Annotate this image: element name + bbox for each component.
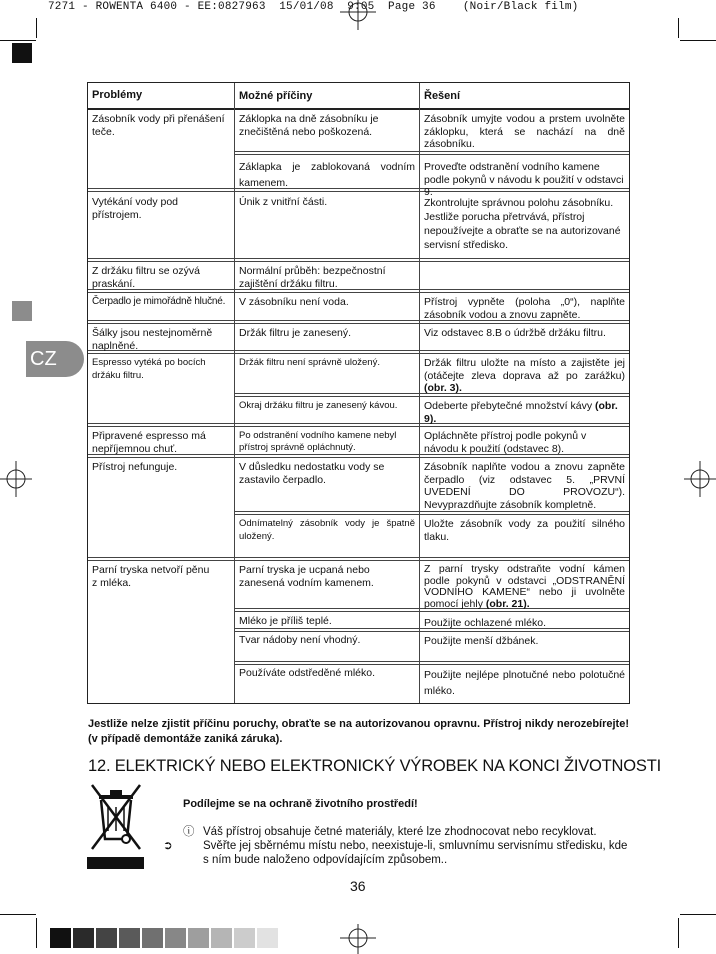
problem-cell: Espresso vytéká po bocích držáku filtru. — [92, 357, 206, 381]
cause-cell: Po odstranění vodního kamene nebyl přístroj správně opláchnutý. — [239, 430, 397, 453]
color-swatch — [73, 928, 94, 948]
gray-marker — [12, 301, 32, 321]
cause-cell: Normální průběh: bezpečnostní zajištění držáku filtru. — [239, 265, 386, 290]
solution-text: Držák filtru uložte na místo a zajistěte jej (otáčejte zleva doprava až po zarážku) — [424, 357, 625, 382]
registration-mark-icon — [336, 920, 380, 954]
solution-cell: Uložte zásobník vody za použití silného tlaku. — [424, 518, 625, 543]
cause-cell: Tvar nádoby není vhodný. — [239, 634, 361, 646]
cause-cell: Používáte odstředěné mléko. — [239, 667, 375, 679]
solution-cell — [420, 355, 629, 397]
header-causes: Možné příčiny — [239, 90, 313, 102]
registration-mark-icon — [684, 457, 716, 501]
problem-cell: Přístroj nefunguje. — [92, 461, 178, 473]
crop-mark — [680, 40, 716, 41]
cause-cell: V důsledku nedostatku vody se zastavilo čerpadlo. — [239, 461, 385, 486]
bullet-text: Svěřte jej sběrnému místu nebo, neexistuje-li, smluvnímu servisnímu středisku, kde s ním bude naloženo odpovídajícím způsobem.. — [203, 840, 628, 866]
solution-cell: Použijte nejlépe plnotučné nebo polotučné mléko. — [424, 669, 625, 697]
registration-mark-icon — [336, 0, 380, 30]
solution-cell: Viz odstavec 8.B o údržbě držáku filtru. — [424, 327, 606, 339]
info-bullet — [183, 825, 633, 839]
color-swatch — [119, 928, 140, 948]
arrow-bullet — [163, 839, 633, 867]
solution-cell: Zásobník naplňte vodou a znovu zapněte čerpadlo (viz odstavec 5. „PRVNÍ UVEDENÍ DO PROVOZU“). Nevyprazdňujte zásobník kompletně. — [424, 461, 625, 511]
crop-mark — [678, 918, 679, 948]
cause-cell: Únik z vnitřní části. — [239, 196, 328, 208]
cause-cell: Okraj držáku filtru je zanesený kávou. — [239, 400, 398, 411]
crop-mark — [0, 914, 36, 915]
solution-cell — [420, 263, 629, 267]
crossed-bin-icon — [86, 781, 146, 853]
problem-cell: Vytékání vody pod přístrojem. — [92, 196, 178, 221]
problem-cell: Zásobník vody při přenášení teče. — [92, 113, 225, 138]
troubleshooting-table — [87, 82, 630, 704]
solution-cell: Zkontrolujte správnou polohu zásobníku. Jestliže porucha přetrvává, přístroj nepoužívejte a obraťte se na autorizované servisní středisko. — [424, 197, 621, 251]
color-swatch — [50, 928, 71, 948]
solution-cell: Použijte menší džbánek. — [424, 635, 539, 647]
color-swatch — [234, 928, 255, 948]
color-swatch — [165, 928, 186, 948]
crop-mark — [680, 914, 716, 915]
cause-cell: V zásobníku není voda. — [239, 296, 349, 308]
solution-cell: Přístroj vypněte (poloha „0“), naplňte zásobník vodou a znovu zapněte. — [424, 296, 625, 321]
print-header: 7271 - ROWENTA 6400 - EE:0827963 15/01/08 9:05 Page 36 (Noir/Black film) — [48, 1, 579, 13]
crop-mark — [0, 40, 36, 41]
info-icon: ⓘ — [183, 826, 195, 838]
cause-cell: Odnímatelný zásobník vody je špatně uložený. — [239, 518, 415, 542]
problem-cell: Šálky jsou nestejnoměrně naplněné. — [92, 327, 213, 352]
color-swatch — [142, 928, 163, 948]
problem-cell: Z držáku filtru se ozývá praskání. — [92, 265, 200, 290]
language-tab: CZ — [26, 341, 84, 377]
figure-reference: (obr. 21). — [485, 597, 530, 610]
arrow-icon: ➲ — [163, 840, 173, 852]
color-swatch — [211, 928, 232, 948]
color-swatch — [188, 928, 209, 948]
cause-cell: Parní tryska je ucpaná nebo zanesená vodním kamenem. — [239, 564, 374, 589]
solution-cell: Použijte ochlazené mléko. — [424, 617, 546, 629]
solution-cell — [420, 398, 629, 427]
figure-reference: (obr. 3). — [424, 382, 462, 394]
problem-cell: Připravené espresso má nepříjemnou chuť. — [92, 430, 206, 455]
environment-title: Podílejme se na ochraně životního prostředí! — [183, 798, 418, 810]
page-number: 36 — [350, 878, 366, 894]
cause-cell: Držák filtru je zanesený. — [239, 327, 352, 339]
bullet-text: Váš přístroj obsahuje četné materiály, které lze zhodnocovat nebo recyklovat. — [203, 826, 597, 838]
solution-text: Odeberte přebytečné množství kávy — [424, 400, 593, 412]
cause-cell: Záklapka je zablokovaná vodním kamenem. — [239, 161, 415, 189]
color-swatch — [96, 928, 117, 948]
cause-cell: Záklopka na dně zásobníku je znečištěná nebo poškozená. — [239, 113, 379, 138]
color-swatch — [257, 928, 278, 948]
solution-cell — [420, 562, 629, 612]
crop-mark — [36, 918, 37, 948]
solution-text: Z parní trysky odstraňte vodní kámen podle pokynů v odstavci „ODSTRANĚNÍ VODNÍHO KAMENE“ nebo ji uvolněte pomocí jehly — [424, 563, 625, 610]
cause-cell: Mléko je příliš teplé. — [239, 615, 332, 627]
solution-cell: Zásobník umyjte vodou a prstem uvolněte záklopku, která se nachází na dně zásobníku. — [424, 113, 625, 150]
bin-bar — [87, 857, 144, 869]
crop-mark — [36, 18, 37, 38]
solution-cell: Proveďte odstranění vodního kamene podle pokynů v návodu k použití v odstavci 9. — [424, 161, 624, 198]
header-problems: Problémy — [92, 89, 143, 101]
header-solutions: Řešení — [424, 90, 461, 102]
registration-mark-icon — [0, 457, 32, 501]
cause-cell: Držák filtru není správně uložený. — [239, 357, 380, 368]
crop-mark — [678, 18, 679, 38]
repair-warning: Jestliže nelze zjistit příčinu poruchy, obraťte se na autorizovanou opravnu. Přístroj nikdy nerozebírejte! (v případě demontáže zaniká záruka). — [88, 718, 629, 745]
solution-cell: Opláchněte přístroj podle pokynů v návodu k použití (odstavec 8). — [424, 430, 587, 455]
section-title: 12. ELEKTRICKÝ NEBO ELEKTRONICKÝ VÝROBEK NA KONCI ŽIVOTNOSTI — [88, 757, 661, 775]
black-marker — [12, 43, 32, 63]
problem-cell: Čerpadlo je mimořádně hlučné. — [92, 296, 226, 307]
figure-reference: (obr. 9). — [424, 400, 618, 425]
problem-cell: Parní tryska netvoří pěnu z mléka. — [92, 564, 210, 589]
